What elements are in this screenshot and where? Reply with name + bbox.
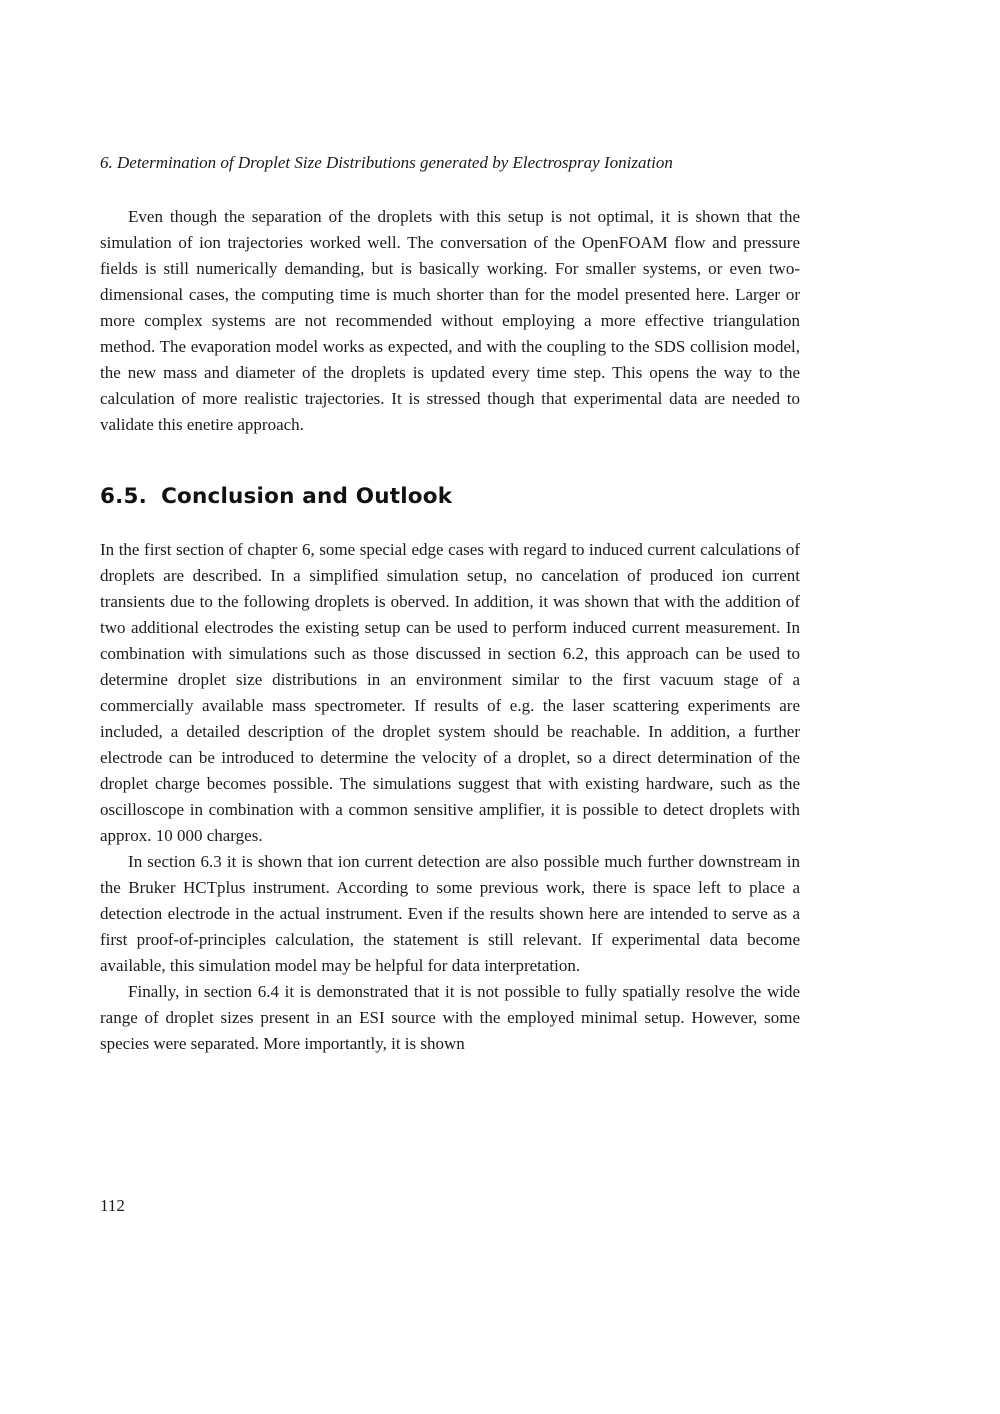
paragraph-conclusion-3: Finally, in section 6.4 it is demonstrated that it is not possible to fully spatially resolve the wide range of droplet sizes present in an ESI source with the employed minimal setup. However, some species were separated. More importantly, it is shown bbox=[100, 982, 800, 1053]
page-number: 112 bbox=[100, 1196, 125, 1215]
section-heading bbox=[100, 484, 800, 509]
paragraph-conclusion-2: In section 6.3 it is shown that ion current detection are also possible much further downstream in the Bruker HCTplus instrument. According to some previous work, there is space left to place a detection electrode in the actual instrument. Even if the results shown here are intended to serve as a first proof-of-principles calculation, the statement is still relevant. If experimental data become available, this simulation model may be helpful for data interpretation. bbox=[100, 852, 800, 975]
running-header: 6. Determination of Droplet Size Distributions generated by Electrospray Ionization bbox=[100, 153, 673, 172]
paragraph-intro: Even though the separation of the droplets with this setup is not optimal, it is shown that the simulation of ion trajectories worked well. The conversation of the OpenFOAM flow and pressure fields is still numerically demanding, but is basically working. For smaller systems, or even two-dimensional cases, the computing time is much shorter than for the model presented here. Larger or more complex systems are not recommended without employing a more effective triangulation method. The evaporation model works as expected, and with the coupling to the SDS collision model, the new mass and diameter of the droplets is updated every time step. This opens the way to the calculation of more realistic trajectories. It is stressed though that experimental data are needed to validate this enetire approach. bbox=[100, 207, 800, 434]
paragraph-conclusion-1: In the first section of chapter 6, some special edge cases with regard to induced current calculations of droplets are described. In a simplified simulation setup, no cancelation of produced ion current transients due to the following droplets is oberved. In addition, it was shown that with the addition of two additional electrodes the existing setup can be used to perform induced current measurement. In combination with simulations such as those discussed in section 6.2, this approach can be used to determine droplet size distributions in an environment similar to the first vacuum stage of a commercially available mass spectrometer. If results of e.g. the laser scattering experiments are included, a detailed description of the droplet system should be reachable. In addition, a further electrode can be introduced to determine the velocity of a droplet, so a direct determination of the droplet charge becomes possible. The simulations suggest that with existing hardware, such as the oscilloscope in combination with a common sensitive amplifier, it is possible to detect droplets with approx. 10 000 charges. bbox=[100, 540, 800, 845]
section-number: 6.5. bbox=[100, 484, 148, 509]
section-title: Conclusion and Outlook bbox=[161, 484, 453, 509]
